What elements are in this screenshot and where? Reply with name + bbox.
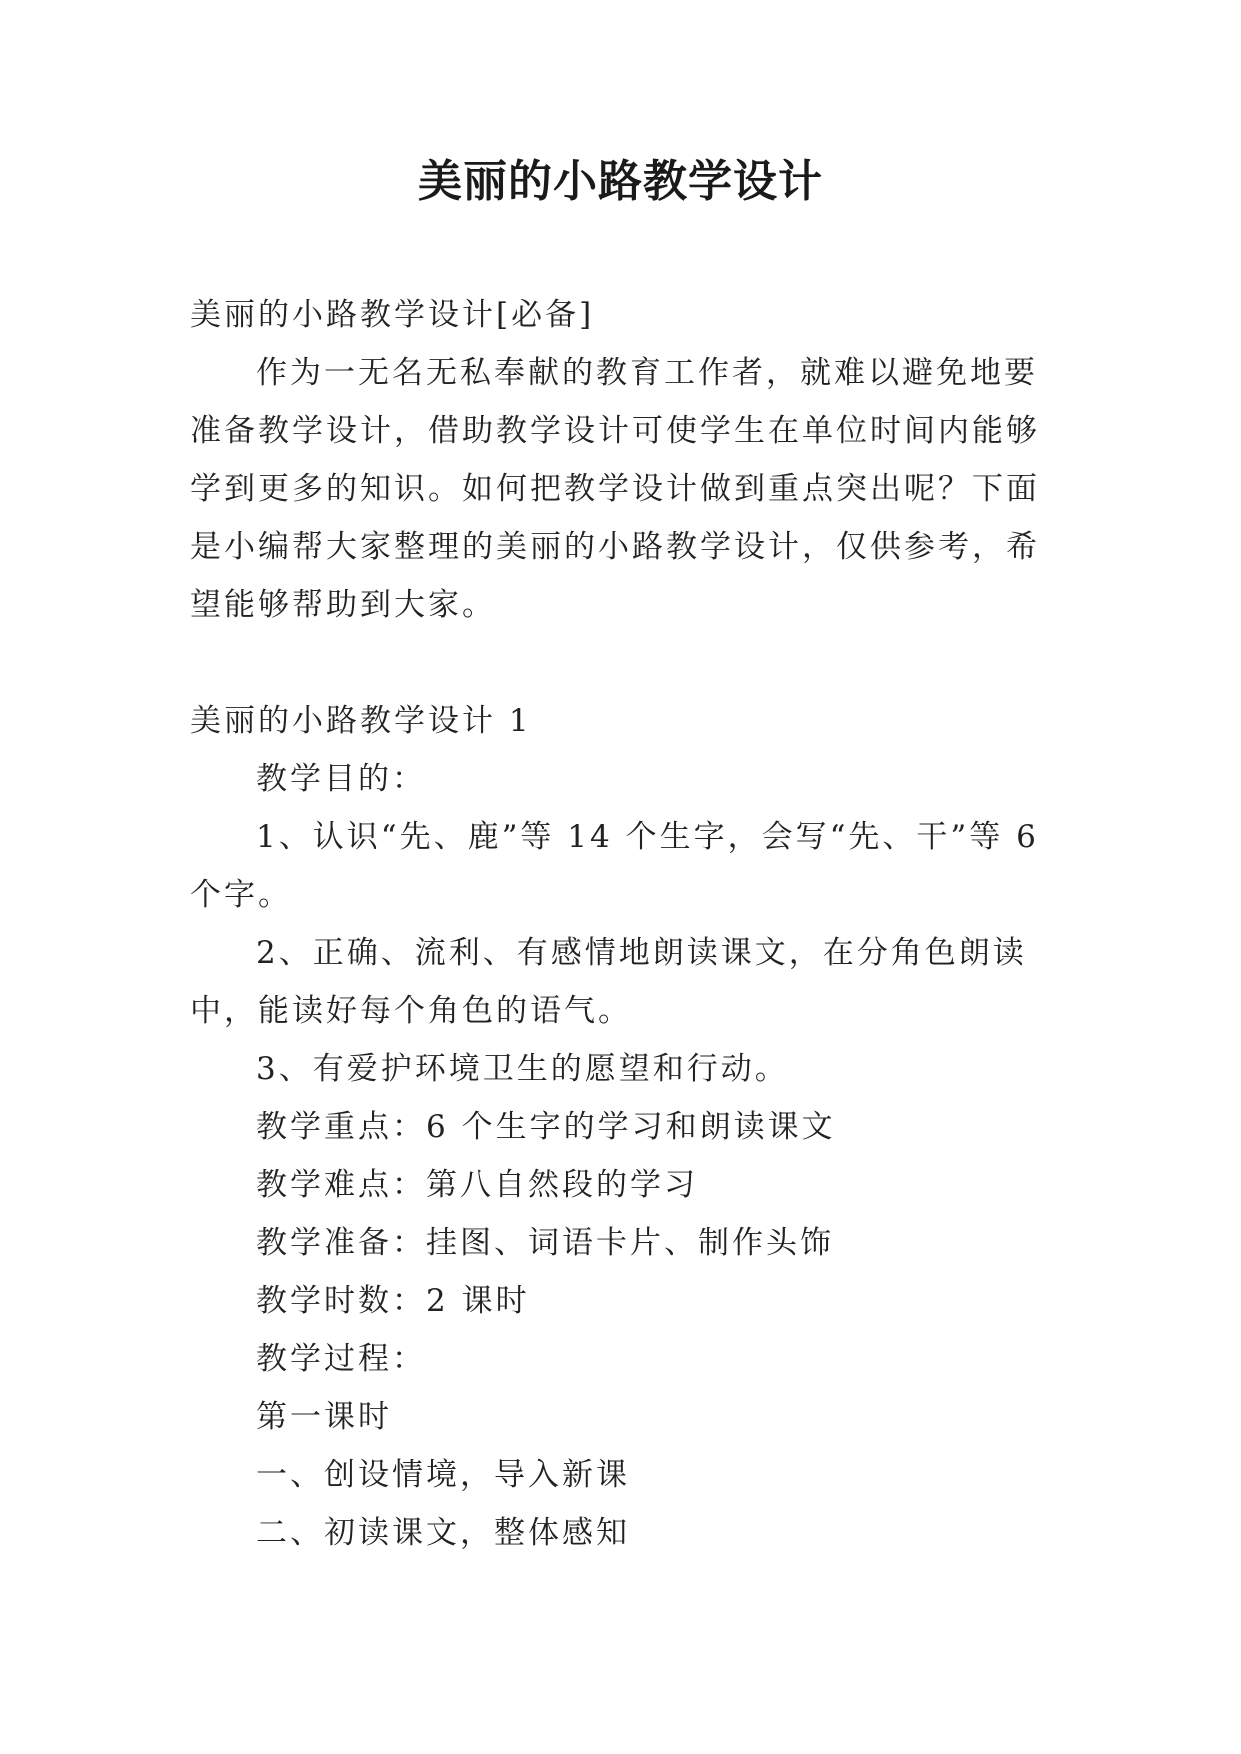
teaching-hours: 教学时数：2 课时 <box>256 1283 530 1319</box>
teaching-process-label: 教学过程： <box>256 1341 426 1377</box>
teaching-preparation: 教学准备：挂图、词语卡片、制作头饰 <box>256 1225 834 1261</box>
document-subtitle: 美丽的小路教学设计[必备] <box>190 297 595 333</box>
step-one: 一、创设情境，导入新课 <box>256 1457 630 1493</box>
goal-item-1: 1、认识“先、鹿”等 14 个生字，会写“先、干”等 6 个字。 <box>190 819 1039 913</box>
first-lesson-heading: 第一课时 <box>256 1399 392 1435</box>
document-title: 美丽的小路教学设计 <box>418 156 823 207</box>
intro-paragraph: 作为一无名无私奉献的教育工作者，就难以避免地要准备教学设计，借助教学设计可使学生在单位时间内能够学到更多的知识。如何把教学设计做到重点突出呢？下面是小编帮大家整理的美丽的小路教学设计，仅供参考，希望能够帮助到大家。 <box>190 355 1040 623</box>
step-two: 二、初读课文，整体感知 <box>256 1515 630 1551</box>
document-body <box>190 286 1070 1562</box>
teaching-focus: 教学重点：6 个生字的学习和朗读课文 <box>256 1109 836 1145</box>
paragraph-spacer <box>190 634 1070 692</box>
teaching-difficulty: 教学难点：第八自然段的学习 <box>256 1167 698 1203</box>
teaching-goals-label: 教学目的： <box>256 761 426 797</box>
goal-item-3: 3、有爱护环境卫生的愿望和行动。 <box>256 1051 789 1087</box>
section-heading: 美丽的小路教学设计 1 <box>190 703 532 739</box>
goal-item-2: 2、正确、流利、有感情地朗读课文，在分角色朗读中，能读好每个角色的语气。 <box>190 935 1027 1029</box>
